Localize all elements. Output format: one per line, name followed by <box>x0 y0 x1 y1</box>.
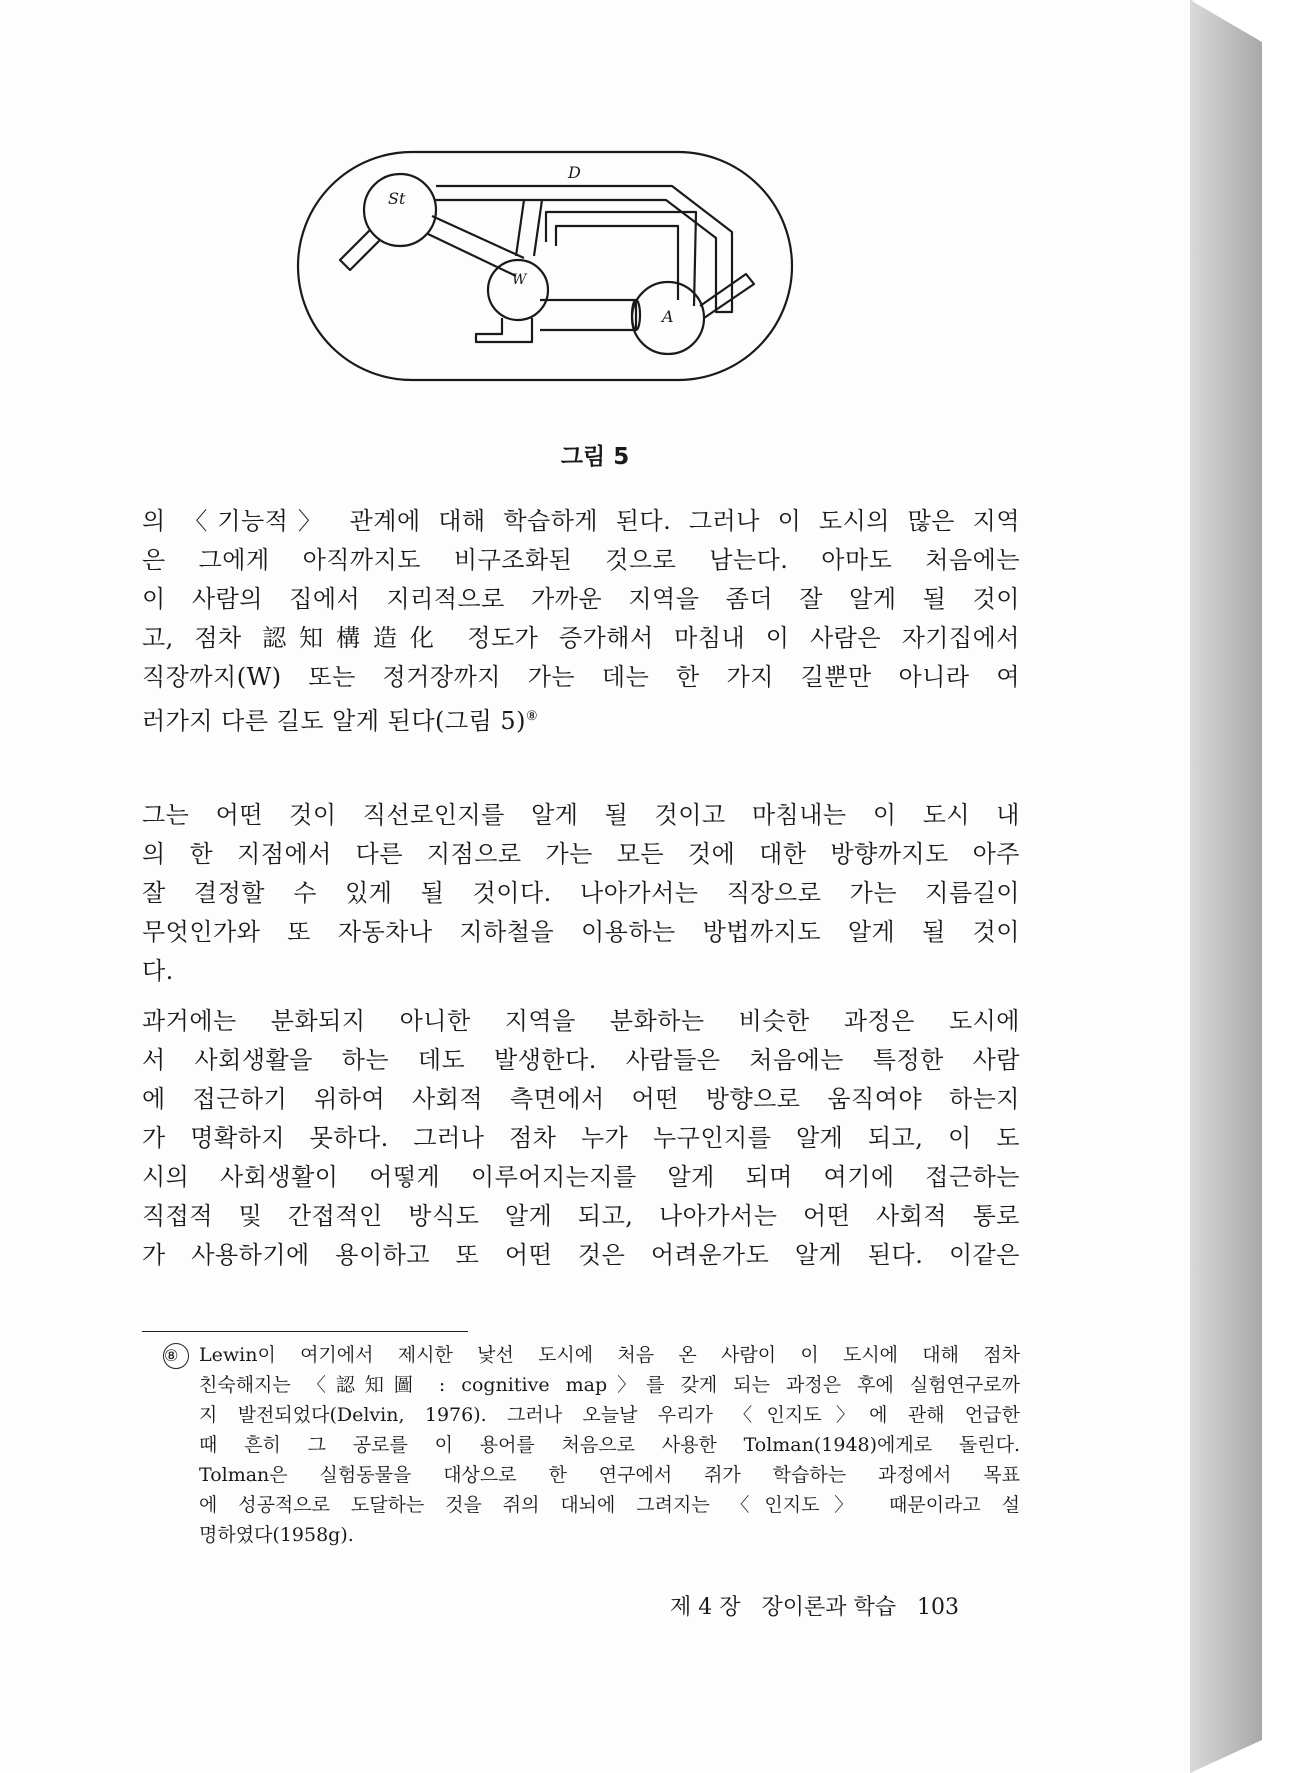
figure-caption: 그림 5 <box>560 444 630 470</box>
lower-corridor-path <box>540 300 636 330</box>
text-line: 과거에는 분화되지 아니한 지역을 분화하는 비슷한 과정은 도시에 <box>142 1007 1020 1035</box>
label-d: D <box>568 163 581 182</box>
footnote-line: 친숙해지는 〈認知圖 : cognitive map〉를 갖게 되는 과정은 후에 실험연구로까 <box>199 1374 1020 1396</box>
footnote-marker: ⑧ <box>163 1343 189 1369</box>
text-line: 이 사람의 집에서 지리적으로 가까운 지역을 좀더 잘 알게 될 것이 <box>142 585 1020 613</box>
paragraph-1 <box>142 502 1020 736</box>
w-to-a-corridor-path <box>546 212 696 306</box>
text-line: 고, 점차 認知構造化 정도가 증가해서 마침내 이 사람은 자기집에서 <box>142 624 1020 652</box>
text-line: 에 접근하기 위하여 사회적 측면에서 어떤 방향으로 움직여야 하는지 <box>142 1085 1020 1113</box>
edge-shape <box>1190 0 1262 1773</box>
text-line-content: 러가지 다른 길도 알게 된다(그림 5) <box>142 707 527 735</box>
text-line: 그는 어떤 것이 직선로인지를 알게 될 것이고 마침내는 이 도시 내 <box>142 801 1020 829</box>
text-line: 무엇인가와 또 자동차나 지하철을 이용하는 방법까지도 알게 될 것이 <box>142 918 1020 946</box>
text-line <box>142 697 1020 736</box>
footnote-reference: ⑧ <box>526 709 539 724</box>
page-number: 103 <box>917 1595 960 1620</box>
text-line: 시의 사회생활이 어떻게 이루어지는지를 알게 되며 여기에 접근하는 <box>142 1163 1020 1191</box>
footnote-text: Lewin이 여기에서 제시한 낯선 도시에 처음 온 사람이 이 도시에 대해 점차 <box>199 1344 1020 1366</box>
footnote-line: 지 발전되었다(Delvin, 1976). 그러나 오늘날 우리가 〈인지도〉에 관해 언급한 <box>199 1404 1020 1426</box>
footnote-line: 때 흔히 그 공로를 이 용어를 처음으로 사용한 Tolman(1948)에게로 돌린다. <box>199 1434 1020 1456</box>
node-w <box>488 260 548 320</box>
text-line: 의 〈기능적〉 관계에 대해 학습하게 된다. 그러나 이 도시의 많은 지역 <box>142 507 1020 535</box>
text-line: 의 한 지점에서 다른 지점으로 가는 모든 것에 대한 방향까지도 아주 <box>142 840 1020 868</box>
paragraph-2 <box>142 796 1020 991</box>
text-line: 은 그에게 아직까지도 비구조화된 것으로 남는다. 아마도 처음에는 <box>142 546 1020 574</box>
diagonal-corridor-path <box>428 216 524 276</box>
footnote-divider <box>142 1331 468 1332</box>
running-footer <box>670 1590 1020 1621</box>
label-st: St <box>388 189 406 208</box>
bottom-stub-path <box>476 318 532 342</box>
footnote-line: Tolman은 실험동물을 대상으로 한 연구에서 쥐가 학습하는 과정에서 목표 <box>199 1464 1020 1486</box>
text-line: 잘 결정할 수 있게 될 것이다. 나아가서는 직장으로 가는 지름길이 <box>142 879 1020 907</box>
text-line: 가 사용하기에 용이하고 또 어떤 것은 어려운가도 알게 된다. 이같은 <box>142 1241 1020 1269</box>
label-a: A <box>662 307 674 326</box>
footnote <box>163 1340 1020 1550</box>
text-line: 직접적 및 간접적인 방식도 알게 되고, 나아가서는 어떤 사회적 통로 <box>142 1202 1020 1230</box>
text-line: 가 명확하지 못하다. 그러나 점차 누가 누구인지를 알게 되고, 이 도 <box>142 1124 1020 1152</box>
footnote-line: 에 성공적으로 도달하는 것을 쥐의 대뇌에 그려지는 〈인지도〉 때문이라고 설 <box>199 1494 1020 1516</box>
text-line: 서 사회생활을 하는 데도 발생한다. 사람들은 처음에는 특정한 사람 <box>142 1046 1020 1074</box>
vertical-corridor-path <box>516 200 542 256</box>
text-line: 다. <box>142 957 174 985</box>
top-corridor-path <box>434 186 732 312</box>
chapter-number: 제 4 장 <box>670 1595 741 1620</box>
paragraph-3 <box>142 1002 1020 1275</box>
footnote-line: 명하였다(1958g). <box>199 1524 354 1546</box>
text-line: 직장까지(W) 또는 정거장까지 가는 데는 한 가지 길뿐만 아니라 여 <box>142 663 1020 691</box>
chapter-title: 장이론과 학습 <box>761 1595 897 1620</box>
figure-5-map-diagram <box>296 142 896 432</box>
footnote-line <box>163 1340 1020 1370</box>
label-w: W <box>512 272 527 288</box>
node-st <box>364 174 436 246</box>
page-stack-edge <box>1190 0 1292 1773</box>
